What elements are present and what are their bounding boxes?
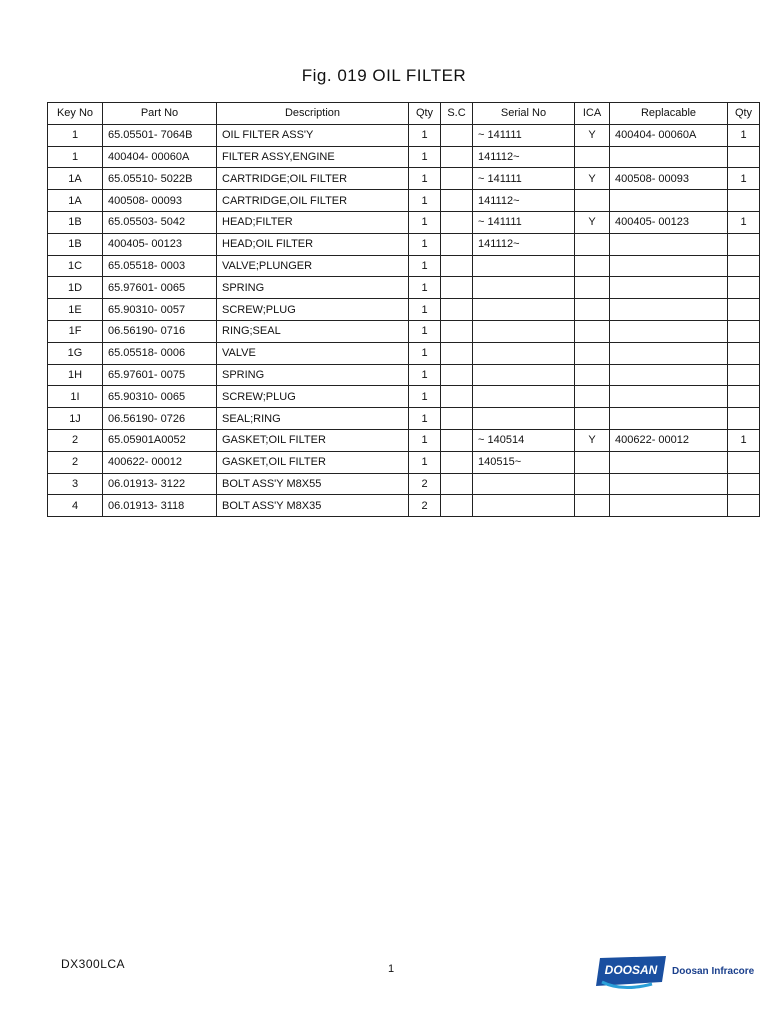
table-cell: 400404- 00060A [103,146,217,168]
table-cell: BOLT ASS'Y M8X35 [217,495,409,517]
table-cell: OIL FILTER ASS'Y [217,124,409,146]
table-cell [575,386,610,408]
table-cell [473,277,575,299]
table-cell: 400405- 00123 [610,211,728,233]
table-row [48,364,760,386]
table-cell [441,233,473,255]
table-cell [728,190,760,212]
table-cell: HEAD;FILTER [217,211,409,233]
table-row [48,190,760,212]
table-cell: RING;SEAL [217,320,409,342]
table-cell [610,255,728,277]
table-cell: 141112~ [473,233,575,255]
table-cell [473,473,575,495]
table-cell [441,408,473,430]
table-cell [575,408,610,430]
table-cell [610,320,728,342]
table-body [48,124,760,516]
table-cell: 1 [409,386,441,408]
table-cell: 1 [409,190,441,212]
doosan-logo [592,952,762,992]
table-cell: SPRING [217,364,409,386]
table-cell: 65.05510- 5022B [103,168,217,190]
table-cell [728,386,760,408]
table-cell [441,429,473,451]
table-cell: 400622- 00012 [103,451,217,473]
table-cell: ~ 141111 [473,124,575,146]
table-cell [441,124,473,146]
column-header: Serial No [473,103,575,125]
table-cell: 1F [48,320,103,342]
table-cell [441,495,473,517]
table-cell: 65.05503- 5042 [103,211,217,233]
table-cell: GASKET,OIL FILTER [217,451,409,473]
table-cell: 1C [48,255,103,277]
table-cell: 1G [48,342,103,364]
table-row [48,451,760,473]
table-cell [575,473,610,495]
table-row [48,255,760,277]
column-header: Qty [409,103,441,125]
table-cell: 1 [409,277,441,299]
table-row [48,473,760,495]
table-cell: 1B [48,233,103,255]
table-cell [575,364,610,386]
table-cell: 06.56190- 0726 [103,408,217,430]
table-cell [473,364,575,386]
table-cell [728,255,760,277]
table-cell [575,495,610,517]
table-cell [441,342,473,364]
table-cell: 65.97601- 0075 [103,364,217,386]
table-cell: 400508- 00093 [610,168,728,190]
table-cell [610,299,728,321]
table-cell [441,168,473,190]
table-cell: 3 [48,473,103,495]
table-cell [575,233,610,255]
table-cell: SCREW;PLUG [217,299,409,321]
table-row [48,233,760,255]
table-cell [610,146,728,168]
table-cell [441,255,473,277]
table-cell: 1 [409,429,441,451]
table-cell: Y [575,124,610,146]
table-cell: 400622- 00012 [610,429,728,451]
table-cell [610,408,728,430]
table-cell: 65.05518- 0003 [103,255,217,277]
table-cell: 1J [48,408,103,430]
table-cell [728,320,760,342]
table-cell [441,451,473,473]
table-cell: 1 [409,299,441,321]
table-cell: 1I [48,386,103,408]
table-cell [575,320,610,342]
table-cell [441,299,473,321]
table-cell: CARTRIDGE;OIL FILTER [217,168,409,190]
table-cell: ~ 141111 [473,211,575,233]
table-cell: 1 [409,124,441,146]
table-cell [473,386,575,408]
table-cell [610,190,728,212]
table-cell [575,146,610,168]
table-cell: SCREW;PLUG [217,386,409,408]
table-row [48,342,760,364]
table-cell: 1 [409,364,441,386]
column-header: S.C [441,103,473,125]
column-header: Replacable [610,103,728,125]
table-cell: SPRING [217,277,409,299]
table-row [48,320,760,342]
table-cell: 06.01913- 3122 [103,473,217,495]
table-cell: 1 [409,146,441,168]
table-cell: 400404- 00060A [610,124,728,146]
table-cell [473,320,575,342]
column-header: ICA [575,103,610,125]
table-cell [610,364,728,386]
table-cell: 1 [728,211,760,233]
table-cell [728,495,760,517]
parts-table [47,102,760,517]
table-cell [728,364,760,386]
table-cell [728,342,760,364]
table-cell: SEAL;RING [217,408,409,430]
table-cell: 2 [48,429,103,451]
table-cell [473,342,575,364]
table-cell [575,299,610,321]
table-cell [728,146,760,168]
table-cell: 1 [409,451,441,473]
table-cell: 65.05901A0052 [103,429,217,451]
table-cell: FILTER ASSY,ENGINE [217,146,409,168]
table-row [48,408,760,430]
table-cell [441,473,473,495]
table-cell [441,320,473,342]
table-cell [610,277,728,299]
table-cell: 1A [48,168,103,190]
table-cell: 1A [48,190,103,212]
table-cell [441,364,473,386]
table-cell [610,233,728,255]
table-cell [728,233,760,255]
table-cell [610,495,728,517]
table-row [48,211,760,233]
table-cell: ~ 141111 [473,168,575,190]
table-cell: 1 [409,320,441,342]
table-cell: 65.97601- 0065 [103,277,217,299]
table-cell [575,342,610,364]
table-cell: 1E [48,299,103,321]
table-cell: 65.05501- 7064B [103,124,217,146]
table-row [48,277,760,299]
table-cell: BOLT ASS'Y M8X55 [217,473,409,495]
table-cell: Y [575,211,610,233]
table-cell: ~ 140514 [473,429,575,451]
table-cell: GASKET;OIL FILTER [217,429,409,451]
table-cell: CARTRIDGE,OIL FILTER [217,190,409,212]
table-cell: 2 [409,495,441,517]
table-cell: 1B [48,211,103,233]
table-row [48,146,760,168]
table-cell [575,277,610,299]
table-row [48,168,760,190]
column-header: Part No [103,103,217,125]
table-cell: HEAD;OIL FILTER [217,233,409,255]
table-cell [728,451,760,473]
table-cell [473,255,575,277]
table-cell: 140515~ [473,451,575,473]
table-cell: 1 [48,146,103,168]
table-cell [728,473,760,495]
table-cell: 65.90310- 0057 [103,299,217,321]
column-header: Key No [48,103,103,125]
table-cell: 2 [409,473,441,495]
table-row [48,495,760,517]
table-header-row [48,103,760,125]
table-cell: 1 [728,168,760,190]
table-cell: VALVE;PLUNGER [217,255,409,277]
table-cell: 400405- 00123 [103,233,217,255]
table-cell [441,386,473,408]
table-cell: 1D [48,277,103,299]
table-cell: 06.01913- 3118 [103,495,217,517]
table-cell [441,146,473,168]
table-cell: 400508- 00093 [103,190,217,212]
logo-company-text: Doosan Infracore [672,966,755,977]
logo-brand-text: DOOSAN [604,963,658,977]
table-cell [575,255,610,277]
column-header: Description [217,103,409,125]
table-cell [473,495,575,517]
page-number: 1 [388,963,395,975]
table-cell: 06.56190- 0716 [103,320,217,342]
table-cell [728,277,760,299]
table-cell: 4 [48,495,103,517]
table-row [48,299,760,321]
column-header: Qty [728,103,760,125]
table-cell: 2 [48,451,103,473]
table-cell [728,408,760,430]
table-cell: 1 [409,233,441,255]
table-cell [610,451,728,473]
table-cell: 65.90310- 0065 [103,386,217,408]
table-cell: 1 [728,124,760,146]
table-cell: 65.05518- 0006 [103,342,217,364]
table-cell [728,299,760,321]
table-cell: Y [575,429,610,451]
table-cell [610,386,728,408]
table-cell: 1 [409,211,441,233]
table-cell: 1 [409,168,441,190]
table-cell [610,342,728,364]
table-cell: 1 [409,342,441,364]
table-cell [441,211,473,233]
table-cell: 1 [48,124,103,146]
table-row [48,386,760,408]
table-cell: 141112~ [473,190,575,212]
table-cell: 141112~ [473,146,575,168]
table-cell: 1 [409,408,441,430]
table-cell: Y [575,168,610,190]
table-cell: 1 [728,429,760,451]
table-row [48,429,760,451]
table-cell [441,277,473,299]
table-cell [575,451,610,473]
table-cell [441,190,473,212]
table-cell [473,299,575,321]
table-row [48,124,760,146]
page-title: Fig. 019 OIL FILTER [301,66,467,85]
table-cell: VALVE [217,342,409,364]
doosan-logo-mark [592,952,672,992]
table-cell: 1H [48,364,103,386]
model-label: DX300LCA [61,957,126,971]
table-cell: 1 [409,255,441,277]
table-cell [610,473,728,495]
table-cell [473,408,575,430]
table-cell [575,190,610,212]
